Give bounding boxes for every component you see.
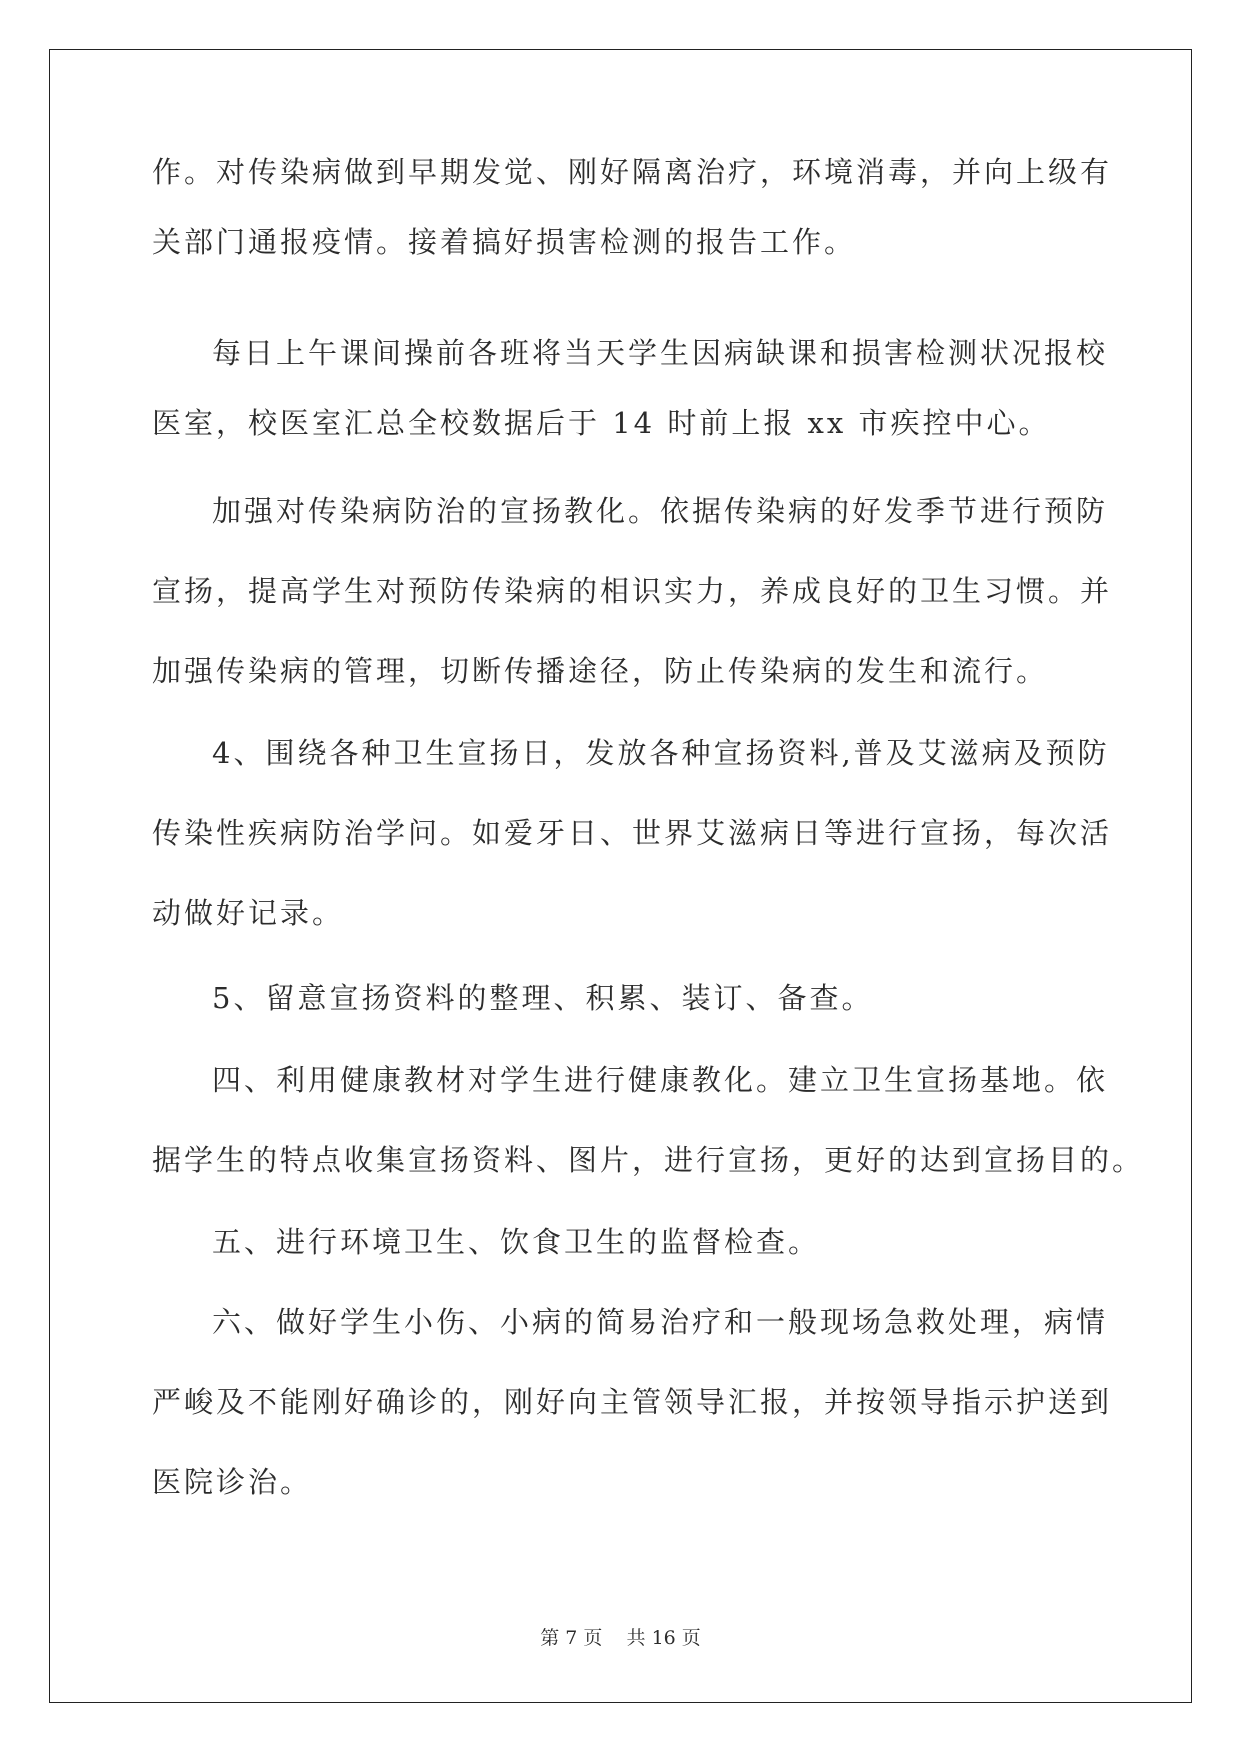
page-number: 第 7 页 bbox=[540, 1627, 603, 1649]
page-footer bbox=[0, 1623, 1241, 1650]
body-line-13: 据学生的特点收集宣扬资料、图片，进行宣扬，更好的达到宣扬目的。 bbox=[152, 1143, 1145, 1177]
body-line-10: 动做好记录。 bbox=[152, 896, 345, 930]
body-line-9: 传染性疾病防治学问。如爱牙日、世界艾滋病日等进行宣扬，每次活 bbox=[152, 816, 1113, 850]
page-border bbox=[49, 49, 1192, 1703]
body-line-17: 医院诊治。 bbox=[152, 1465, 313, 1499]
body-line-7: 加强传染病的管理，切断传播途径，防止传染病的发生和流行。 bbox=[152, 654, 1049, 688]
body-line-6: 宣扬，提高学生对预防传染病的相识实力，养成良好的卫生习惯。并 bbox=[152, 574, 1113, 608]
body-line-3: 每日上午课间操前各班将当天学生因病缺课和损害检测状况报校 bbox=[212, 336, 1109, 370]
body-line-1: 作。对传染病做到早期发觉、刚好隔离治疗，环境消毒，并向上级有 bbox=[152, 155, 1113, 189]
body-line-15: 六、做好学生小伤、小病的简易治疗和一般现场急救处理，病情 bbox=[212, 1305, 1109, 1339]
body-line-16: 严峻及不能刚好确诊的，刚好向主管领导汇报，并按领导指示护送到 bbox=[152, 1385, 1113, 1419]
body-line-2: 关部门通报疫情。接着搞好损害检测的报告工作。 bbox=[152, 225, 857, 259]
body-line-11: 5、留意宣扬资料的整理、积累、装订、备查。 bbox=[212, 981, 874, 1015]
page-total: 共 16 页 bbox=[626, 1627, 701, 1649]
body-line-4: 医室，校医室汇总全校数据后于 14 时前上报 xx 市疾控中心。 bbox=[152, 406, 1051, 440]
body-line-12: 四、利用健康教材对学生进行健康教化。建立卫生宣扬基地。依 bbox=[212, 1063, 1109, 1097]
body-line-14: 五、进行环境卫生、饮食卫生的监督检查。 bbox=[212, 1225, 821, 1259]
body-line-8: 4、围绕各种卫生宣扬日，发放各种宣扬资料,普及艾滋病及预防 bbox=[212, 736, 1110, 770]
body-line-5: 加强对传染病防治的宣扬教化。依据传染病的好发季节进行预防 bbox=[212, 494, 1109, 528]
